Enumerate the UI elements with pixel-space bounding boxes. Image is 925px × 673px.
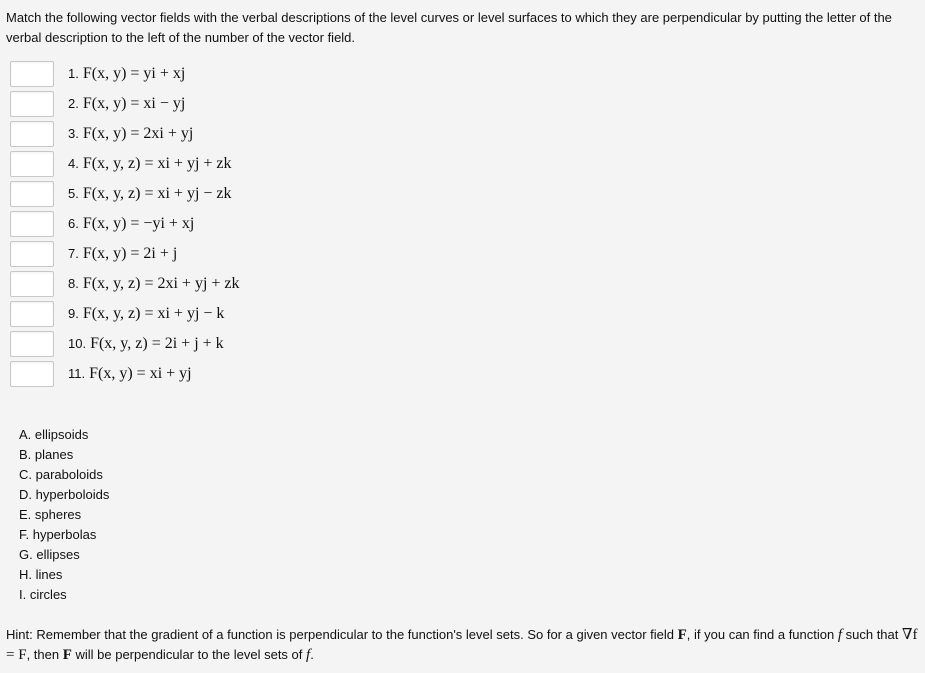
option-a: A. ellipsoids <box>19 427 89 442</box>
field-number: 8. <box>68 276 79 291</box>
field-number: 5. <box>68 186 79 201</box>
option-h: H. lines <box>19 567 63 582</box>
field-formula: F(x, y) = xi − yj <box>82 95 186 112</box>
field-number: 9. <box>68 306 79 321</box>
vector-field-row-7 <box>10 239 240 269</box>
field-formula: F(x, y) = −yi + xj <box>82 215 195 232</box>
answer-input-3[interactable] <box>10 121 54 147</box>
option-c: C. paraboloids <box>19 467 103 482</box>
hint-part: Hint: Remember that the gradient of a function is perpendicular to the function's level sets. So for a given vector field <box>6 627 678 642</box>
option-e: E. spheres <box>19 507 82 522</box>
vector-field-list <box>10 59 240 389</box>
field-number: 7. <box>68 246 79 261</box>
vector-field-row-11 <box>10 359 240 389</box>
field-formula: F(x, y, z) = 2i + j + k <box>90 335 224 352</box>
answer-input-2[interactable] <box>10 91 54 117</box>
hint-math: f <box>837 627 843 643</box>
field-formula: F(x, y) = xi + yj <box>89 365 192 382</box>
vector-field-row-8 <box>10 269 240 299</box>
field-number: 4. <box>68 156 79 171</box>
vector-field-row-4 <box>10 149 240 179</box>
hint-math: ∇f = F <box>6 627 918 663</box>
answer-input-9[interactable] <box>10 301 54 327</box>
option-i: I. circles <box>19 587 67 602</box>
vector-field-row-1 <box>10 59 240 89</box>
hint-part: such that <box>842 627 902 642</box>
option-b: B. planes <box>19 447 74 462</box>
answer-input-6[interactable] <box>10 211 54 237</box>
field-formula: F(x, y) = yi + xj <box>82 65 186 82</box>
answer-input-11[interactable] <box>10 361 54 387</box>
field-number: 11. <box>68 366 86 381</box>
field-number: 1. <box>68 66 79 81</box>
field-formula: F(x, y, z) = xi + yj + zk <box>82 155 232 172</box>
option-f: F. hyperbolas <box>19 527 97 542</box>
option-g: G. ellipses <box>19 547 80 562</box>
option-d: D. hyperboloids <box>19 487 110 502</box>
vector-field-row-5 <box>10 179 240 209</box>
answer-input-1[interactable] <box>10 61 54 87</box>
hint-math: F <box>677 627 687 643</box>
answer-input-4[interactable] <box>10 151 54 177</box>
description-options <box>19 425 109 605</box>
answer-input-10[interactable] <box>10 331 54 357</box>
hint-part: , then <box>26 647 63 662</box>
field-formula: F(x, y, z) = xi + yj − k <box>82 305 225 322</box>
vector-field-row-6 <box>10 209 240 239</box>
hint-text <box>6 625 921 665</box>
hint-part: . <box>310 647 314 662</box>
instructions-text: Match the following vector fields with the verbal descriptions of the level curves or level surfaces to which they are perpendicular by putting the letter of the verbal description to the left of the number of the vector field. <box>6 10 892 45</box>
hint-part: , if you can find a function <box>686 627 838 642</box>
field-number: 6. <box>68 216 79 231</box>
field-number: 10. <box>68 336 87 351</box>
hint-math: F <box>62 647 72 663</box>
field-number: 3. <box>68 126 79 141</box>
vector-field-row-2 <box>10 89 240 119</box>
answer-input-5[interactable] <box>10 181 54 207</box>
vector-field-row-3 <box>10 119 240 149</box>
hint-part: will be perpendicular to the level sets of <box>71 647 307 662</box>
field-formula: F(x, y, z) = 2xi + yj + zk <box>82 275 240 292</box>
field-formula: F(x, y) = 2i + j <box>82 245 178 262</box>
field-formula: F(x, y) = 2xi + yj <box>82 125 194 142</box>
hint-math: f <box>306 647 311 663</box>
vector-field-row-10 <box>10 329 240 359</box>
field-number: 2. <box>68 96 79 111</box>
field-formula: F(x, y, z) = xi + yj − zk <box>82 185 232 202</box>
answer-input-8[interactable] <box>10 271 54 297</box>
answer-input-7[interactable] <box>10 241 54 267</box>
vector-field-row-9 <box>10 299 240 329</box>
